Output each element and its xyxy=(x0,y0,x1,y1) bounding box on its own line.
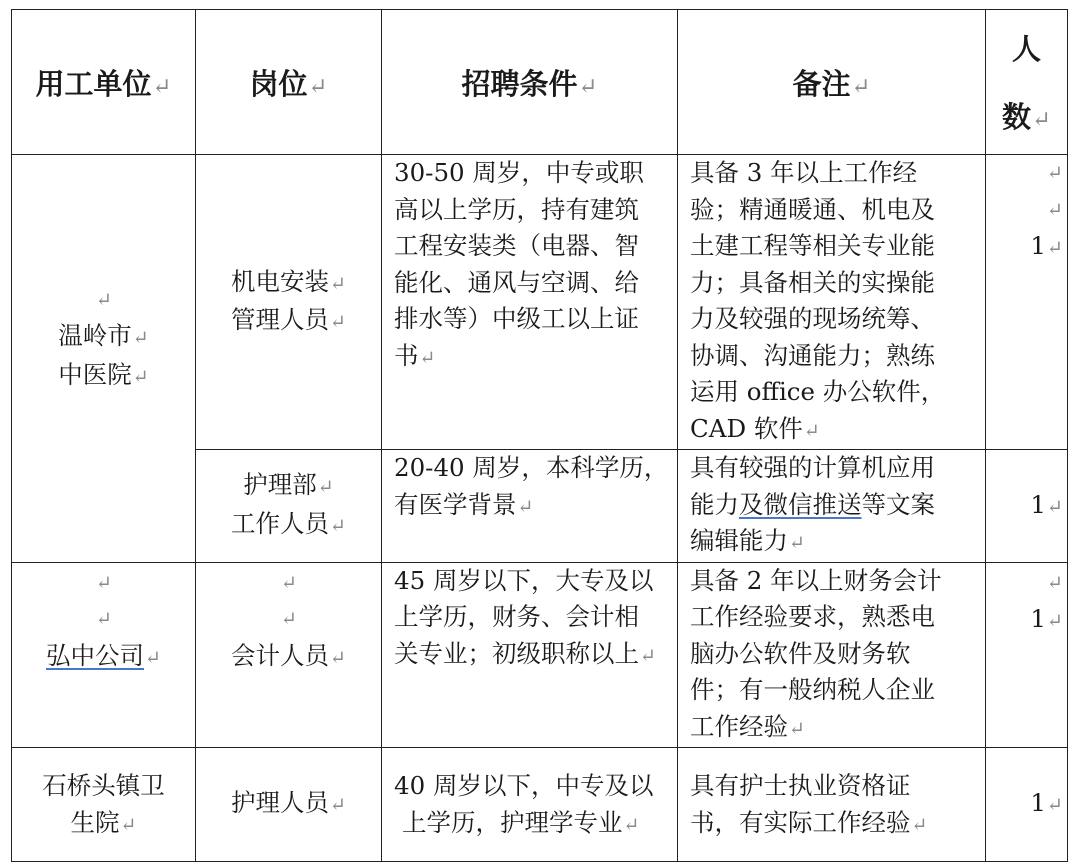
cell-text xyxy=(690,487,977,524)
unit-cell xyxy=(12,748,196,862)
recruitment-table xyxy=(11,9,1068,862)
paragraph-mark-icon: ↵ xyxy=(1046,793,1063,817)
paragraph-mark-icon: ↵ xyxy=(1046,570,1063,594)
paragraph-mark-icon: ↵ xyxy=(911,812,928,836)
cell-text xyxy=(690,805,977,844)
cell-text xyxy=(986,601,1063,640)
paragraph-mark-icon: ↵ xyxy=(329,793,346,817)
cell-text: 备注 xyxy=(792,66,851,101)
cell-text: 上学历，财务、会计相 xyxy=(394,602,639,631)
cell-text: 1 xyxy=(1030,231,1046,260)
cell-text: 具备 3 年以上工作经 xyxy=(690,158,918,187)
paragraph-mark-icon: ↵ xyxy=(1046,609,1063,632)
header-notes xyxy=(678,10,986,155)
cell-text: 具有较强的计算机应用 xyxy=(690,453,935,482)
paragraph-mark-icon: ↵ xyxy=(640,643,657,667)
notes-cell xyxy=(678,450,986,563)
cell-text: 生院 xyxy=(70,807,120,837)
cell-text: 人 xyxy=(1011,31,1041,66)
cell-text: 排水等）中级工以上证 xyxy=(394,304,639,333)
paragraph-mark-icon: ↵ xyxy=(329,310,346,333)
cell-text xyxy=(12,805,195,844)
cell-text: 中医院 xyxy=(58,359,132,389)
count-cell xyxy=(986,562,1068,748)
cell-text: 协调、沟通能力；熟练 xyxy=(690,340,935,370)
cell-text: 护理部 xyxy=(243,470,317,500)
paragraph-mark-icon: ↵ xyxy=(789,531,806,554)
cell-text xyxy=(394,636,671,675)
paragraph-mark-icon: ↵ xyxy=(1032,106,1051,133)
cell-text: 工作人员 xyxy=(230,508,329,538)
paragraph-mark-icon: ↵ xyxy=(1046,161,1063,184)
cell-text: 1 xyxy=(1030,788,1046,818)
cell-text xyxy=(196,467,381,506)
paragraph-mark-icon: ↵ xyxy=(1046,197,1063,221)
table-row xyxy=(12,562,1068,748)
cell-text xyxy=(394,338,671,377)
count-cell xyxy=(986,450,1068,563)
cell-text: 力；具备相关的实操能 xyxy=(690,267,935,297)
header-post xyxy=(196,10,382,155)
cell-text: 数 xyxy=(1002,99,1032,134)
paragraph-mark-icon: ↵ xyxy=(280,607,297,630)
table-row xyxy=(12,155,1068,450)
cell-text: 温岭市 xyxy=(58,321,132,350)
cell-text: 招聘条件 xyxy=(461,66,578,101)
cell-text: 岗位 xyxy=(249,66,308,101)
cell-text xyxy=(196,302,381,341)
cell-text: 管理人员 xyxy=(230,305,329,334)
cell-text: 验；精通暖通、机电及 xyxy=(690,194,935,224)
cell-text: 弘中公司 xyxy=(45,640,144,670)
cell-text: 工程安装类（电器、智 xyxy=(394,231,639,260)
paragraph-mark-icon: ↵ xyxy=(152,73,172,100)
paragraph-mark-icon: ↵ xyxy=(329,271,346,295)
cell-text: 用工单位 xyxy=(35,66,152,101)
unit-cell xyxy=(12,155,196,563)
cell-text xyxy=(12,395,195,435)
cell-text xyxy=(690,709,977,748)
paragraph-mark-icon: ↵ xyxy=(280,570,297,594)
cell-text: CAD 软件 xyxy=(690,413,803,443)
cell-text: 编辑能力 xyxy=(690,526,788,555)
paragraph-mark-icon: ↵ xyxy=(144,645,161,669)
cell-text xyxy=(196,506,381,545)
conditions-cell xyxy=(382,450,678,563)
cell-text: 关专业；初级职称以上 xyxy=(394,638,639,668)
paragraph-mark-icon: ↵ xyxy=(329,513,346,537)
conditions-cell xyxy=(382,155,678,450)
cell-text: 上学历，护理学专业 xyxy=(402,807,623,837)
cell-text: 30-50 周岁，中专或职 xyxy=(394,158,644,187)
conditions-cell xyxy=(382,562,678,748)
post-cell xyxy=(196,450,382,563)
cell-text: 40 周岁以下，中专及以 xyxy=(394,771,654,800)
header-unit xyxy=(12,10,196,155)
paragraph-mark-icon: ↵ xyxy=(132,364,149,388)
paragraph-mark-icon: ↵ xyxy=(623,812,640,836)
count-cell xyxy=(986,155,1068,450)
cell-text: 脑办公软件及财务软 xyxy=(690,638,911,668)
cell-text: 具备 2 年以上财务会计 xyxy=(690,565,942,595)
cell-text: 石桥头镇卫 xyxy=(42,771,165,800)
paragraph-mark-icon: ↵ xyxy=(1046,236,1063,259)
post-cell xyxy=(196,748,382,862)
table-row xyxy=(12,748,1068,862)
cell-text: 书 xyxy=(394,340,419,370)
paragraph-mark-icon: ↵ xyxy=(95,570,112,594)
cell-text xyxy=(196,264,381,303)
post-cell xyxy=(196,155,382,450)
notes-cell xyxy=(678,155,986,450)
paragraph-mark-icon: ↵ xyxy=(789,716,806,740)
cell-text xyxy=(690,523,977,562)
paragraph-mark-icon: ↵ xyxy=(851,73,871,100)
cell-text: 会计人员 xyxy=(230,640,329,670)
notes-cell xyxy=(678,562,986,748)
cell-text: 1 xyxy=(1030,489,1046,519)
paragraph-mark-icon: ↵ xyxy=(95,287,112,311)
unit-cell xyxy=(12,562,196,748)
notes-cell xyxy=(678,748,986,862)
cell-text: 等文案 xyxy=(861,489,935,519)
cell-text: 能力 xyxy=(690,489,739,519)
cell-text xyxy=(394,487,671,526)
cell-text xyxy=(12,638,195,677)
header-conditions xyxy=(382,10,678,155)
cell-text: 工作经验 xyxy=(690,711,788,741)
cell-text: 1 xyxy=(1030,604,1046,633)
cell-text xyxy=(394,805,671,844)
header-row xyxy=(12,10,1068,155)
count-cell xyxy=(986,748,1068,862)
post-cell xyxy=(196,562,382,748)
paragraph-mark-icon: ↵ xyxy=(578,73,598,100)
paragraph-mark-icon: ↵ xyxy=(95,607,112,630)
cell-text: 书，有实际工作经验 xyxy=(690,807,911,837)
cell-text xyxy=(986,83,1067,154)
cell-text xyxy=(12,357,195,396)
cell-text: 工作经验要求，熟悉电 xyxy=(690,602,935,631)
paragraph-mark-icon: ↵ xyxy=(308,73,328,100)
cell-text xyxy=(986,228,1063,267)
cell-text xyxy=(690,411,977,450)
paragraph-mark-icon: ↵ xyxy=(803,418,820,442)
conditions-cell xyxy=(382,748,678,862)
paragraph-mark-icon: ↵ xyxy=(329,645,346,669)
paragraph-mark-icon: ↵ xyxy=(517,494,534,518)
cell-text: 45 周岁以下，大专及以 xyxy=(394,565,654,595)
cell-text: 机电安装 xyxy=(230,266,329,296)
cell-text xyxy=(12,318,195,357)
paragraph-mark-icon: ↵ xyxy=(317,475,334,499)
cell-text: 土建工程等相关专业能 xyxy=(690,231,935,260)
cell-text: 力及较强的现场统筹、 xyxy=(690,304,935,333)
cell-text: 具有护士执业资格证 xyxy=(690,771,911,800)
spellcheck-underlined-text: 及微信推送 xyxy=(739,489,862,519)
paragraph-mark-icon: ↵ xyxy=(120,812,137,836)
cell-text: 高以上学历，持有建筑 xyxy=(394,194,639,224)
cell-text: 件；有一般纳税人企业 xyxy=(690,675,935,704)
header-count xyxy=(986,10,1068,155)
paragraph-mark-icon: ↵ xyxy=(132,326,149,349)
cell-text: 运用 office 办公软件， xyxy=(690,377,946,406)
cell-text: 能化、通风与空调、给 xyxy=(394,267,639,297)
cell-text: 20-40 周岁，本科学历， xyxy=(394,453,669,482)
cell-text xyxy=(196,638,381,677)
paragraph-mark-icon: ↵ xyxy=(419,345,436,369)
cell-text: 护理人员 xyxy=(230,788,329,818)
paragraph-mark-icon: ↵ xyxy=(1046,494,1063,518)
cell-text: 有医学背景 xyxy=(394,489,517,519)
